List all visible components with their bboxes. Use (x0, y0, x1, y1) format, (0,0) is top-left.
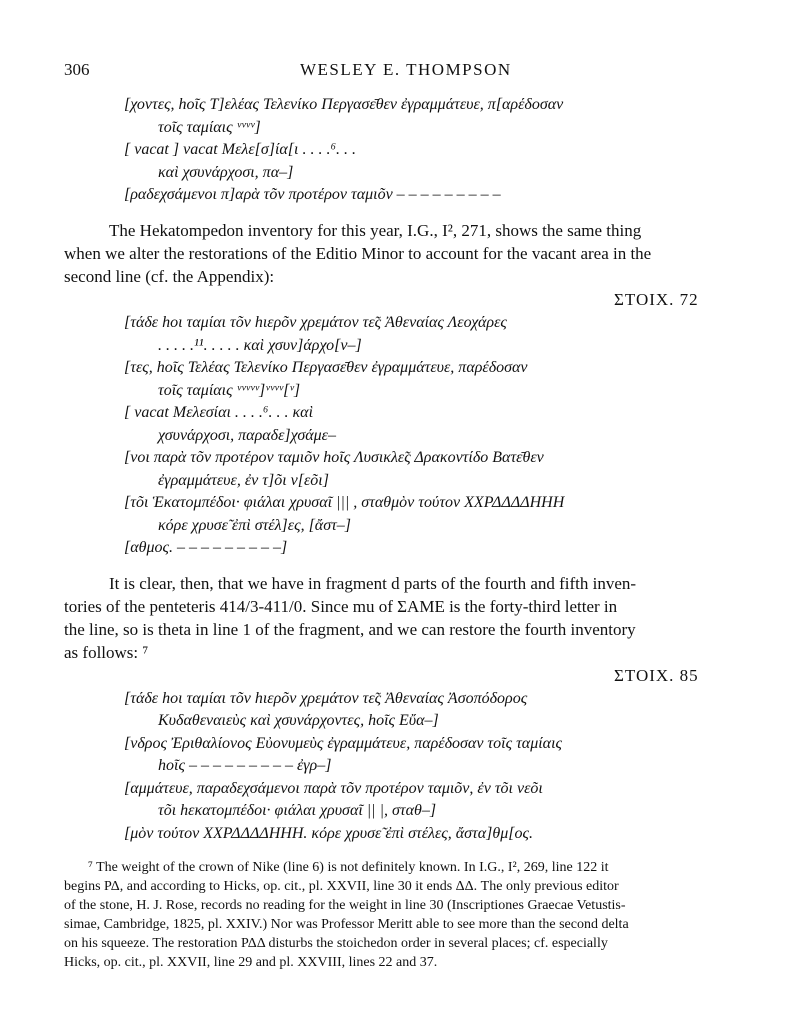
body-text-line: second line (cf. the Appendix): (64, 267, 275, 286)
greek-line: καὶ χσυνάρχοσι, πα–] (158, 164, 294, 181)
footnote-line: ⁷ The weight of the crown of Nike (line 6) is not definitely known. In I.G., I², 269, line 122 it (88, 860, 609, 875)
greek-line: ἐγραμμάτευε, ἐν τ]õι ν[εõι] (158, 472, 329, 489)
page-number: 306 (64, 60, 90, 79)
body-text-line: The Hekatompedon inventory for this year, I.G., I², 271, shows the same thing (109, 221, 642, 240)
stoichedon-label: ΣΤΟΙΧ. 72 (614, 290, 699, 309)
footnote-line: begins ΡΔ, and according to Hicks, op. cit., pl. XXVII, line 30 it ends ΔΔ. The only previous editor (64, 879, 619, 894)
greek-line: . . . . .¹¹. . . . . καὶ χσυν]άρχο[ν–] (158, 337, 362, 354)
greek-line: [χοντες, hοῖς Τ]ελέας Τελενίκο Περγασε̄θεν ἐγραμμάτευε, π[αρέδοσαν (124, 96, 564, 113)
greek-line: [ vacat ] vacat Μελε[σ]ία[ι . . . .⁶. . . (124, 141, 357, 158)
footnote-line: on his squeeze. The restoration ΡΔΔ disturbs the stoichedon order in several places; cf. especially (64, 936, 608, 951)
body-text-line: as follows: ⁷ (64, 643, 149, 662)
greek-line: [νοι παρὰ τõν προτέρον ταμιõν hοῖς Λυσικλε̃ς Δρακοντίδο Βατε̄θεν (124, 449, 544, 466)
greek-line: κόρε χρυσε̃ ἐπὶ στέλ]ες, [ἄστ–] (158, 517, 352, 534)
greek-line: [τõι Ἑκατομπέδοι· φιάλαι χρυσαῖ ||| , σταθμὸν τούτον ΧΧΡΔΔΔΔΗΗΗ (124, 494, 565, 511)
greek-line: [μὸν τούτον ΧΧΡΔΔΔΔΗΗΗ. κόρε χρυσε̃ ἐπὶ στέλες, ἄστα]θμ[ος. (124, 825, 533, 842)
greek-line: [τάδε hοι ταμίαι τõν hιερõν χρεμάτον τε̃ς Ἀθεναίας Λεοχάρες (124, 314, 507, 331)
greek-line: [αμμάτευε, παραδεχσάμενοι παρὰ τõν προτέρον ταμιõν, ἐν τõι νεõι (124, 780, 543, 797)
stoichedon-label: ΣΤΟΙΧ. 85 (614, 666, 699, 685)
greek-line: [ vacat Μελεσίαι . . . .⁶. . . καὶ (124, 404, 314, 421)
footnote-line: Hicks, op. cit., pl. XXVII, line 29 and pl. XXVIII, lines 22 and 37. (64, 955, 438, 970)
body-text-line: tories of the penteteris 414/3-411/0. Since mu of ΣΑΜΕ is the forty-third letter in (64, 597, 618, 616)
greek-line: τοῖς ταμίαις ᵛᵛᵛᵛᵛ]ᵛᵛᵛᵛ[ᵛ] (158, 382, 301, 399)
footnote-line: of the stone, H. J. Rose, records no reading for the weight in line 30 (Inscriptiones Graecae Vetustis- (64, 898, 626, 913)
greek-line: τοῖς ταμίαις ᵛᵛᵛᵛ] (158, 119, 261, 136)
greek-line: [αθμος. – – – – – – – – –] (124, 539, 288, 556)
body-text-line: when we alter the restorations of the Editio Minor to account for the vacant area in the (64, 244, 652, 263)
greek-line: [ραδεχσάμενοι π]αρὰ τõν προτέρον ταμιõν – – – – – – – – – (124, 186, 501, 203)
greek-line: hοῖς – – – – – – – – – ἐγρ–] (158, 757, 332, 774)
body-text-line: It is clear, then, that we have in fragment d parts of the fourth and fifth inven- (109, 574, 637, 593)
greek-line: [τες, hοῖς Τελέας Τελενίκο Περγασε̄θεν ἐγραμμάτευε, παρέδοσαν (124, 359, 528, 376)
greek-line: Κυδαθεναιεὺς καὶ χσυνάρχοντες, hοῖς Εὔα–] (158, 712, 439, 729)
body-text-line: the line, so is theta in line 1 of the fragment, and we can restore the fourth inventory (64, 620, 636, 639)
greek-line: [νδρος Ἐριθαλίονος Εὐονυμεὺς ἐγραμμάτευε, παρέδοσαν τοῖς ταμίαις (124, 735, 563, 752)
running-title: WESLEY E. THOMPSON (300, 60, 512, 79)
footnote-line: simae, Cambridge, 1825, pl. XXIV.) Nor was Professor Meritt able to see more than the second delta (64, 917, 629, 932)
greek-line: τõι hεκατομπέδοι· φιάλαι χρυσαῖ || |, σταθ–] (158, 802, 437, 819)
greek-line: χσυνάρχοσι, παραδε]χσάμε– (158, 427, 336, 444)
greek-line: [τάδε hοι ταμίαι τõν hιερõν χρεμάτον τε̃ς Ἀθεναίας Ἀσοπόδορος (124, 690, 528, 707)
